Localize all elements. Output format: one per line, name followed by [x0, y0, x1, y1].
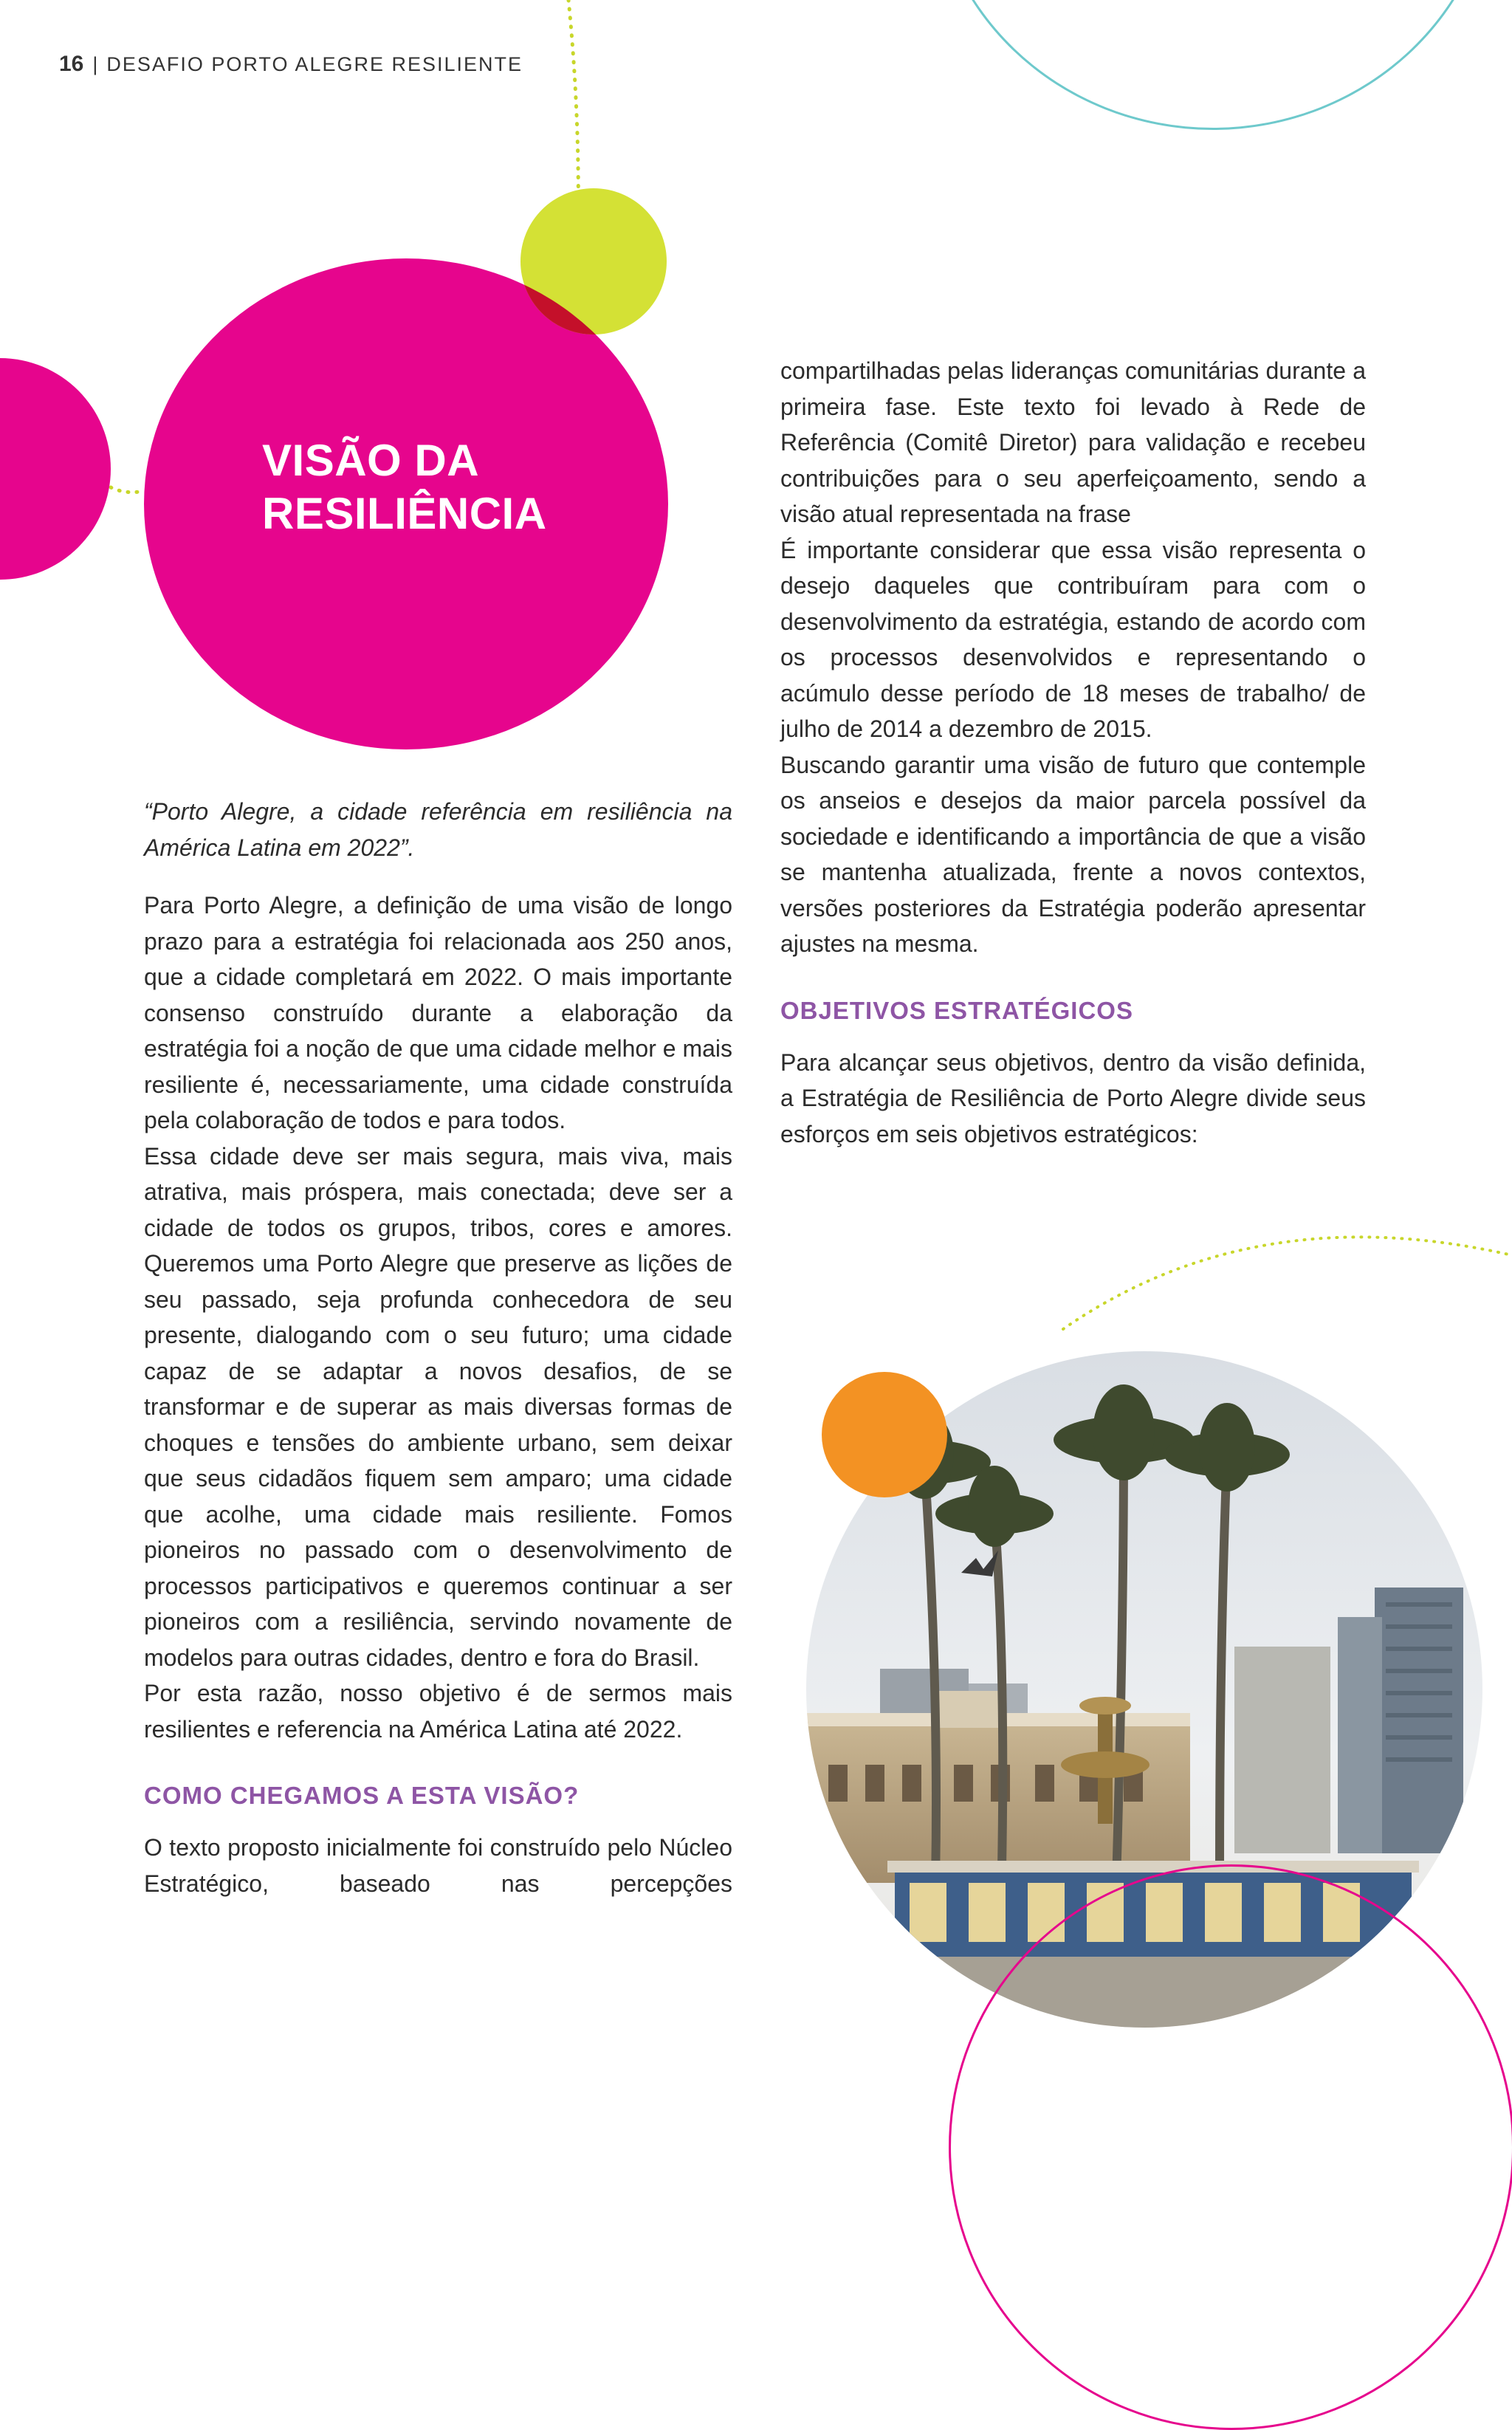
- page-number: 16: [59, 52, 84, 76]
- orange-circle: [822, 1372, 947, 1497]
- magenta-arc-decoration: [949, 1864, 1512, 2430]
- right-paragraph-3: Buscando garantir uma visão de futuro que contemple os anseios e desejos da maior parcela possível da sociedade e identificando a importância de que a visão se mantenha atualizada, frente a novos contextos, versões posteriores da Estratégia poderão apresentar ajustes na mesma.: [780, 751, 1366, 957]
- left-column: [144, 794, 732, 1901]
- vision-quote: “Porto Alegre, a cidade referência em resiliência na América Latina em 2022”.: [144, 798, 732, 861]
- publication-title: DESAFIO PORTO ALEGRE RESILIENTE: [106, 53, 523, 75]
- left-paragraph-4: O texto proposto inicialmente foi construído pelo Núcleo Estratégico, baseado nas percepções: [144, 1834, 732, 1897]
- right-paragraph-4: Para alcançar seus objetivos, dentro da visão definida, a Estratégia de Resiliência de Porto Alegre divide seus esforços em seis objetivos estratégicos:: [780, 1048, 1366, 1147]
- heading-como-chegamos: COMO CHEGAMOS A ESTA VISÃO?: [144, 1782, 580, 1809]
- title-line-2: RESILIÊNCIA: [262, 489, 547, 538]
- page-header: [59, 52, 523, 77]
- header-separator: |: [92, 53, 100, 75]
- overlap-decoration: [520, 188, 667, 334]
- right-column: [780, 353, 1366, 1152]
- left-paragraph-1: Para Porto Alegre, a definição de uma visão de longo prazo para a estratégia foi relacionada aos 250 anos, que a cidade completará em 2022. O mais importante consenso construído durante a elaboração da estratégia foi a noção de que uma cidade melhor e mais resiliente é, necessariamente, uma cidade construída pela colaboração de todos e para todos.: [144, 892, 732, 1133]
- right-paragraph-1: compartilhadas pelas lideranças comunitárias durante a primeira fase. Este texto foi levado à Rede de Referência (Comitê Diretor) para validação e recebeu contribuições para o seu aperfeiçoamento, sendo a visão atual representada na frase: [780, 357, 1366, 527]
- left-paragraph-2: Essa cidade deve ser mais segura, mais viva, mais atrativa, mais próspera, mais conectada; deve ser a cidade de todos os grupos, tribos, cores e amores. Queremos uma Porto Alegre que preserve as lições de seu passado, seja profunda conhecedora de seu presente, dialogando com o seu futuro; uma cidade capaz de se adaptar a novos desafios, de se transformar e de superar as mais diversas formas de choques e tensões do ambiente urbano, sem deixar que seus cidadãos fiquem sem amparo; uma cidade que acolhe, uma cidade mais resiliente. Fomos pioneiros no passado com o desenvolvimento de processos participativos e queremos continuar a ser pioneiros com a resiliência, servindo novamente de modelos para outras cidades, dentro e fora do Brasil.: [144, 1142, 732, 1671]
- section-title: [262, 434, 572, 540]
- left-paragraph-3: Por esta razão, nosso objetivo é de sermos mais resilientes e referencia na América Latina até 2022.: [144, 1680, 732, 1743]
- heading-objetivos: OBJETIVOS ESTRATÉGICOS: [780, 996, 1133, 1024]
- right-paragraph-2: É importante considerar que essa visão representa o desejo daqueles que contribuíram para com o desenvolvimento da estratégia, estando de acordo com os processos desenvolvidos e representando o acúmulo desse período de 18 meses de trabalho/ de julho de 2014 a dezembro de 2015.: [780, 536, 1366, 742]
- title-line-1: VISÃO DA: [262, 436, 480, 485]
